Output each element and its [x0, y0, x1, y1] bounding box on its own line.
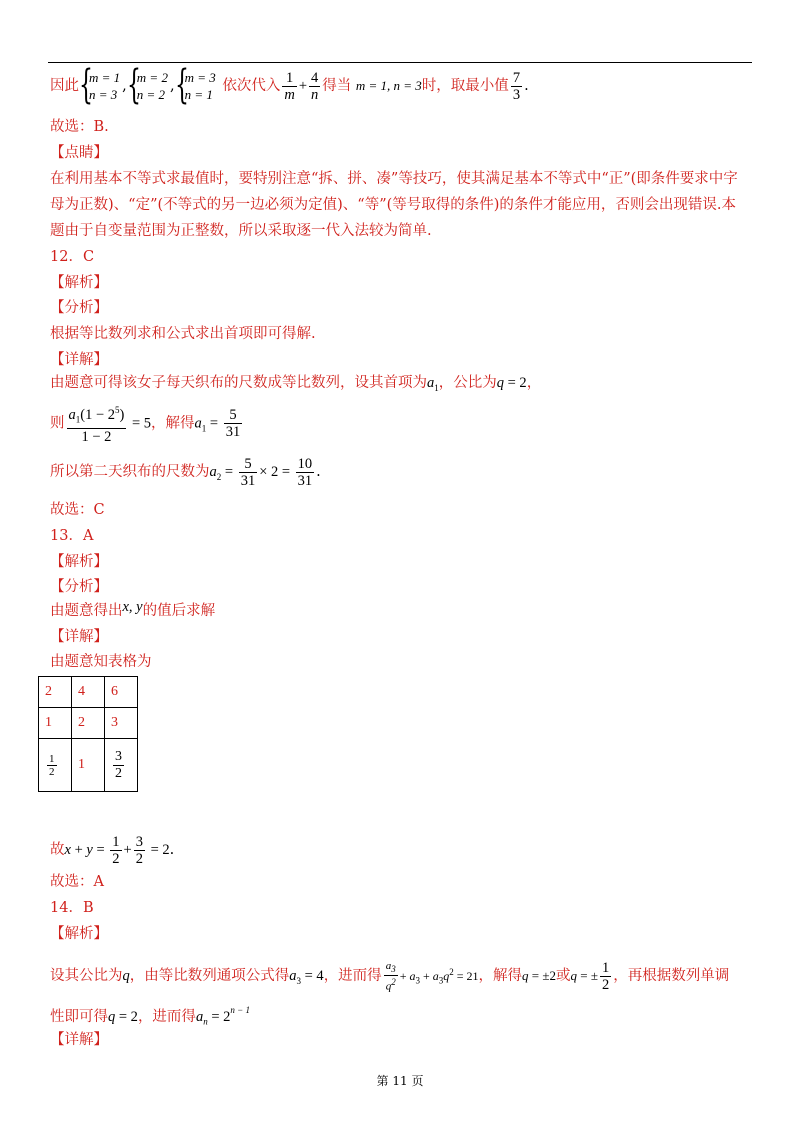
question-number: 13．A — [50, 528, 94, 544]
table-cell: $\frac{1}{2}$ — [39, 739, 72, 792]
table-cell: $\frac{3}{2}$ — [105, 739, 138, 792]
page-number: 第 11 页 — [376, 1074, 424, 1088]
section-heading: 【详解】 — [50, 1032, 108, 1048]
equation-line: 则 $\frac{a_1(1 - 2^5)}{1 - 2}$ = 5，解得$a_1$ = $\frac{5}{31}$ — [50, 402, 244, 442]
paragraph-line: 母为正数)、“定”(不等式的另一边必须为定值)、“等”(等号取得的条件)的条件才能应用，否则会出现错误.本 — [50, 197, 737, 213]
section-heading: 【详解】 — [50, 629, 108, 645]
table-cell: 6 — [105, 677, 138, 708]
paragraph-line: 性即可得q = 2，进而得$a_n = 2^{n - 1}$ — [50, 1005, 250, 1027]
paragraph-line: 由题意得出x, y的值后求解 — [50, 599, 216, 619]
header-rule — [48, 62, 752, 63]
section-heading: 【分析】 — [50, 579, 108, 595]
paragraph-line: 由题意知表格为 — [50, 654, 152, 670]
system-2: { m = 2 n = 2 — [129, 69, 168, 103]
value-table — [38, 676, 138, 792]
table-cell: 1 — [39, 708, 72, 739]
table-cell: 3 — [105, 708, 138, 739]
table-cell: 2 — [72, 708, 105, 739]
section-heading: 【分析】 — [50, 300, 108, 316]
question-number: 12．C — [50, 249, 95, 265]
section-heading: 【解析】 — [50, 926, 108, 942]
table-cell: 2 — [39, 677, 72, 708]
section-heading: 【详解】 — [50, 352, 108, 368]
paragraph-line: 题由于自变量范围为正整数，所以采取逐一代入法较为简单. — [50, 223, 432, 239]
answer-line: 故选：A — [50, 874, 104, 890]
section-heading: 【点睛】 — [50, 145, 108, 161]
equation-line: 所以第二天织布的尺数为$a_2$ = $\frac{5}{31}$ × 2 = $\frac{10}{31}$ . — [50, 455, 321, 489]
answer-line: 故选：B. — [50, 119, 109, 135]
table-cell: 1 — [72, 739, 105, 792]
system-1: { m = 1 n = 3 — [81, 69, 120, 103]
paragraph-line: 由题意可得该女子每天织布的尺数成等比数列，设其首项为$a_1$，公比为q = 2， — [50, 375, 542, 393]
answer-line: 故选：C — [50, 502, 105, 518]
paragraph-line: 根据等比数列求和公式求出首项即可得解. — [50, 326, 316, 342]
question-number: 14．B — [50, 900, 94, 916]
paragraph-line: 在利用基本不等式求最值时，要特别注意“拆、拼、凑”等技巧，使其满足基本不等式中“正”(即条件要求中字 — [50, 171, 738, 187]
section-heading: 【解析】 — [50, 554, 108, 570]
section-heading: 【解析】 — [50, 275, 108, 291]
table-cell: 4 — [72, 677, 105, 708]
paragraph-line: 设其公比为q，由等比数列通项公式得$a_3 = 4$，进而得 $\frac{a_3}{q^2}$ + $a_3 + a_3q^2 = 21$，解得q = ±2或q = ± $\frac{1}{2}$ ，再根据数列单调 — [50, 959, 730, 993]
system-3: { m = 3 n = 1 — [177, 69, 216, 103]
solution-line-min-value: 因此 { m = 1 n = 3 , { m = 2 n = 2 , { m = 3 n = 1 依次代入 $\frac{1}{m}$ + $\frac{4}{n}$ 得当 m = 1, n = 3时，取最小值 $\frac{7}{3}$ . — [50, 66, 529, 106]
equation-line: 故x + y = $\frac{1}{2}$ + $\frac{3}{2}$ = 2. — [50, 833, 175, 867]
